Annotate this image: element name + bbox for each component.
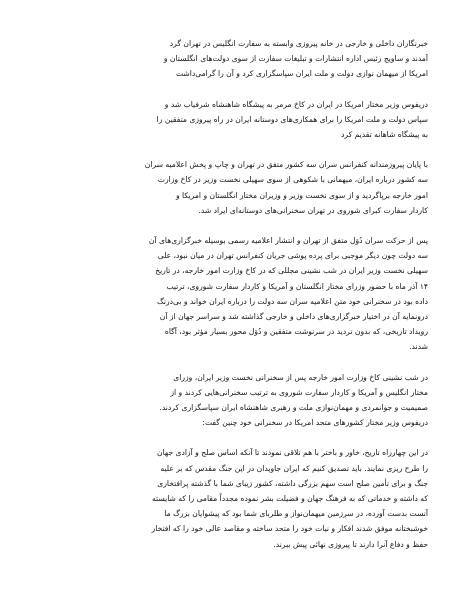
- paragraph-gap: [38, 355, 428, 370]
- text-line: رویداد تاریخی، که بدون تردید در سرنوشت متفقین و دُوَل محور بسیار مؤثر بود، آگاه: [164, 327, 428, 337]
- text-line: آمدند و ساویج رئیس اداره انتشارات و تبلیغات سفارت از سوی دولت‌های انگلستان و: [163, 54, 428, 64]
- paragraph-gap: [38, 82, 428, 97]
- text-line: امریکا از میهمان نوازی دولت و ملت ایران سپاسگزاری کرد و آن را گرامی‌داشت: [175, 69, 428, 79]
- paragraph-3: [38, 157, 428, 218]
- paragraph-4: [38, 233, 428, 355]
- text-line: خوشبختانه موفق شدند افکار و نیات خود را متحد ساخته و مقاصد عالی خود را که افتخار: [151, 524, 428, 534]
- text-line: شدند.: [409, 342, 428, 352]
- text-line: با پایان پیروزمندانه کنفرانس سران سه کشور متفق در تهران و چاپ و پخش اعلامیه سران: [144, 160, 428, 170]
- paragraph-6: [38, 445, 428, 551]
- text-line: ۱۴ آذر ماه با حضور وزرای مختار انگلستان و آمریکا و کاردار سفارت شوروی، ترتیب: [166, 281, 428, 291]
- text-line: که داشته و خدماتی که به فرهنگ جهان و فضیلت بشر نموده مجدداً مقامی را که شایسته: [151, 494, 428, 504]
- text-line: سه کشور درباره ایران، میهمانی با شکوهی از سوی سهیلی نخست وزیر در کاخ وزارت: [157, 175, 428, 185]
- text-line: به پیشگاه شاهانه تقدیم کرد: [341, 130, 428, 140]
- paragraph-5: [38, 370, 428, 431]
- text-line: را طرح ریزی نمایند. باید تصدیق کنیم که ایران جاویدان در این جنگ مقدس که بر علیه: [160, 463, 428, 473]
- text-line: سپاس دولت و ملت امریکا را برای همکاری‌های دوستانه ایران در راه پیروزی متفقین را: [156, 114, 428, 124]
- text-line: آنست بدست آورده، در سرزمین میهمان‌نواز و طلربای شما بود که پیشوایان بزرگ ما: [164, 509, 428, 519]
- text-line: دریفوس وزیر مختار کشورهای متحد امریکا در سخنرانی خود چنین گفت:: [202, 418, 428, 428]
- text-line: پس از حرکت سران دُوَل متفق از تهران و انتشار اعلامیه رسمی بوسیله خبرگزاری‌های آن: [148, 236, 428, 246]
- text-line: در شب نشینی کاخ وزارت امور خارجه پس از سخنرانی نخست وزیر ایران، وزرای: [173, 372, 428, 382]
- text-line: سهیلی نخست وزیر ایران در شب نشینی مجللی که در کاخ وزارت امور خارجه، در تاریخ: [155, 266, 428, 276]
- paragraph-gap: [38, 430, 428, 445]
- paragraph-2: [38, 97, 428, 143]
- text-line: دریفوس وزیر مختار امریکا در ایران در کاخ مرمر به پیشگاه شاهنشاه شرفیاب شد و: [164, 99, 428, 109]
- text-line: جنگ و برای تأمین صلح است سهم بزرگی داشته، کشور زیبای شما با گذشته پرافتخاری: [157, 478, 428, 488]
- text-line: مختار انگلیس و آمریکا و کاردار سفارت شوروی به ترتیب سخنرانی‌هایی کردند و از: [170, 387, 428, 397]
- text-line: امور خارجه برپاگردید و از سوی نخست وزیر و وزیران مختار انگلستان و امریکا و: [175, 190, 428, 200]
- paragraph-gap: [38, 142, 428, 157]
- text-line: در این چهارراه تاریخ، خاور و باختر با هم تلاقی نمودند تا آنکه اساس صلح و آزادی جهان: [157, 448, 428, 458]
- paragraph-1: [38, 36, 428, 82]
- text-line: سه دولت چون دیگر موجبی برای پرده پوشی جریان کنفرانس تهران در میان نبود، علی: [157, 251, 428, 261]
- paragraph-gap: [38, 218, 428, 233]
- text-line: صمیمیت و جوانمردی و مهمان‌نوازی ملت و رهبری شاهنشاه ایران سپاسگزاری کردند.: [159, 403, 428, 413]
- text-line: داده بود در سخنرانی خود متن اعلامیه سران سه دولت را درباره ایران خواند و بی‌درنگ: [157, 296, 428, 306]
- document-page: [38, 36, 428, 552]
- text-line: کاردار سفارت کبرای شوروی در تهران سخنرانی‌های دوستانه‌ای ایراد شد.: [198, 205, 428, 215]
- text-line: درونمایه آن در اختیار خبرگزاری‌های داخلی و خارجی گذاشته شد و سراسر جهان از آن: [159, 312, 428, 322]
- text-line: خبرنگاران داخلی و خارجی در خانه پیروزی وابسته به سفارت انگلیس در تهران گرد: [169, 39, 428, 48]
- text-line: حفظ و دفاع آنرا دارند تا پیروزی نهائی پیش ببرند.: [273, 539, 428, 549]
